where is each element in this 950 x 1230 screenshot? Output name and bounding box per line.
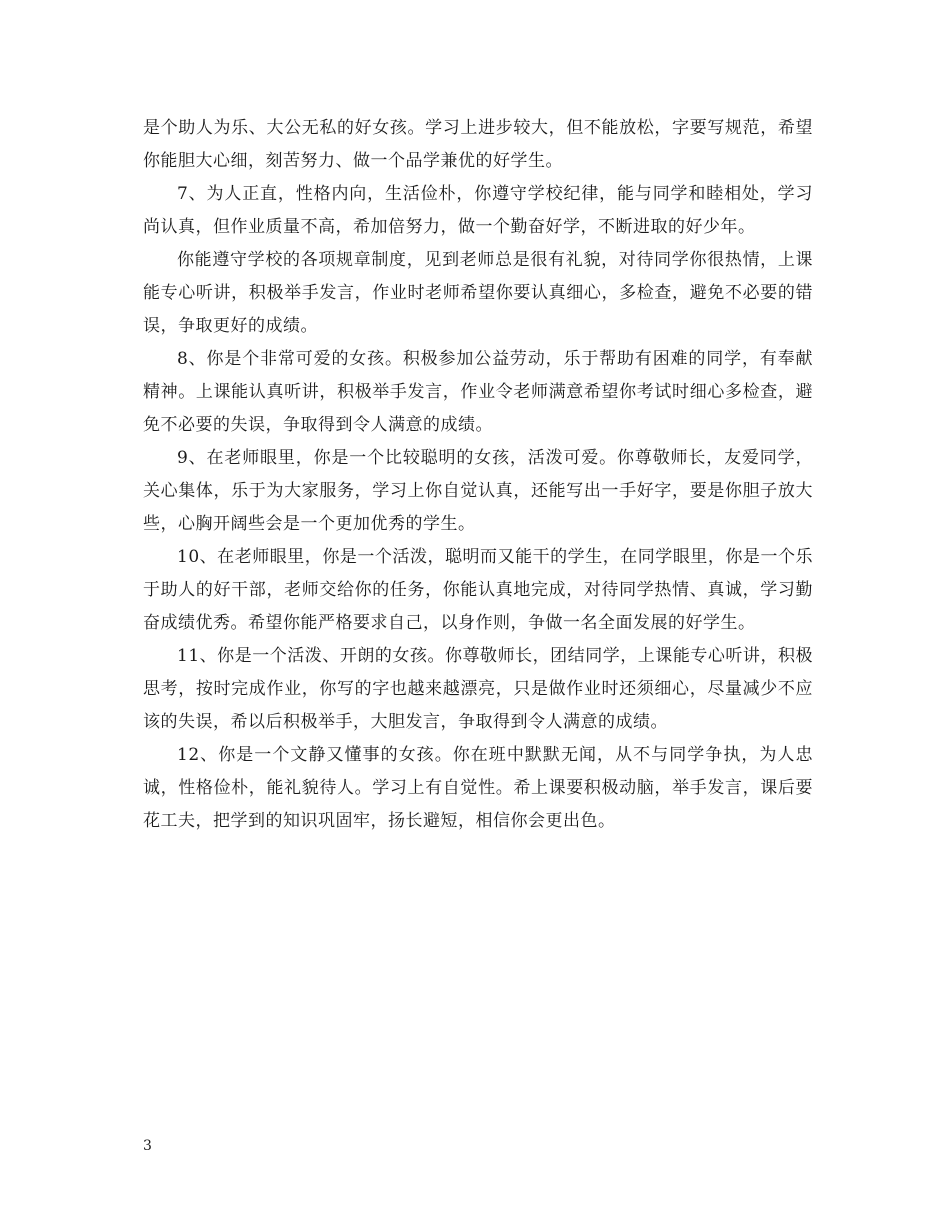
paragraph-unnumbered: 你能遵守学校的各项规章制度，见到老师总是很有礼貌，对待同学你很热情，上课能专心听讲，积极举手发言，作业时老师希望你要认真细心，多检查，避免不必要的错误，争取更好的成绩。: [143, 250, 813, 336]
paragraph-item-7: 7、为人正直，性格内向，生活俭朴，你遵守学校纪律，能与同学和睦相处，学习尚认真，但作业质量不高，希加倍努力，做一个勤奋好学，不断进取的好少年。: [143, 184, 813, 237]
paragraph-item-12: 12、你是一个文静又懂事的女孩。你在班中默默无闻，从不与同学争执，为人忠诚，性格俭朴，能礼貌待人。学习上有自觉性。希上课要积极动脑，举手发言，课后要花工夫，把学到的知识巩固牢，扬长避短，相信你会更出色。: [143, 745, 813, 831]
paragraph-item-11: 11、你是一个活泼、开朗的女孩。你尊敬师长，团结同学，上课能专心听讲，积极思考，按时完成作业，你写的字也越来越漂亮，只是做作业时还须细心，尽量减少不应该的失误，希以后积极举手，大胆发言，争取得到令人满意的成绩。: [143, 646, 813, 732]
paragraph-item-10: 10、在老师眼里，你是一个活泼，聪明而又能干的学生，在同学眼里，你是一个乐于助人的好干部，老师交给你的任务，你能认真地完成，对待同学热情、真诚，学习勤奋成绩优秀。希望你能严格要求自己，以身作则，争做一名全面发展的好学生。: [143, 547, 813, 633]
page-number: 3: [143, 1138, 152, 1154]
paragraph-item-9: 9、在老师眼里，你是一个比较聪明的女孩，活泼可爱。你尊敬师长，友爱同学，关心集体，乐于为大家服务，学习上你自觉认真，还能写出一手好字，要是你胆子放大些，心胸开阔些会是一个更加优秀的学生。: [143, 448, 813, 534]
document-body: [143, 112, 813, 838]
paragraph-item-8: 8、你是个非常可爱的女孩。积极参加公益劳动，乐于帮助有困难的同学，有奉献精神。上课能认真听讲，积极举手发言，作业令老师满意希望你考试时细心多检查，避免不必要的失误，争取得到令人满意的成绩。: [143, 349, 813, 435]
paragraph-continuation: 是个助人为乐、大公无私的好女孩。学习上进步较大，但不能放松，字要写规范，希望你能胆大心细，刻苦努力、做一个品学兼优的好学生。: [143, 118, 813, 171]
